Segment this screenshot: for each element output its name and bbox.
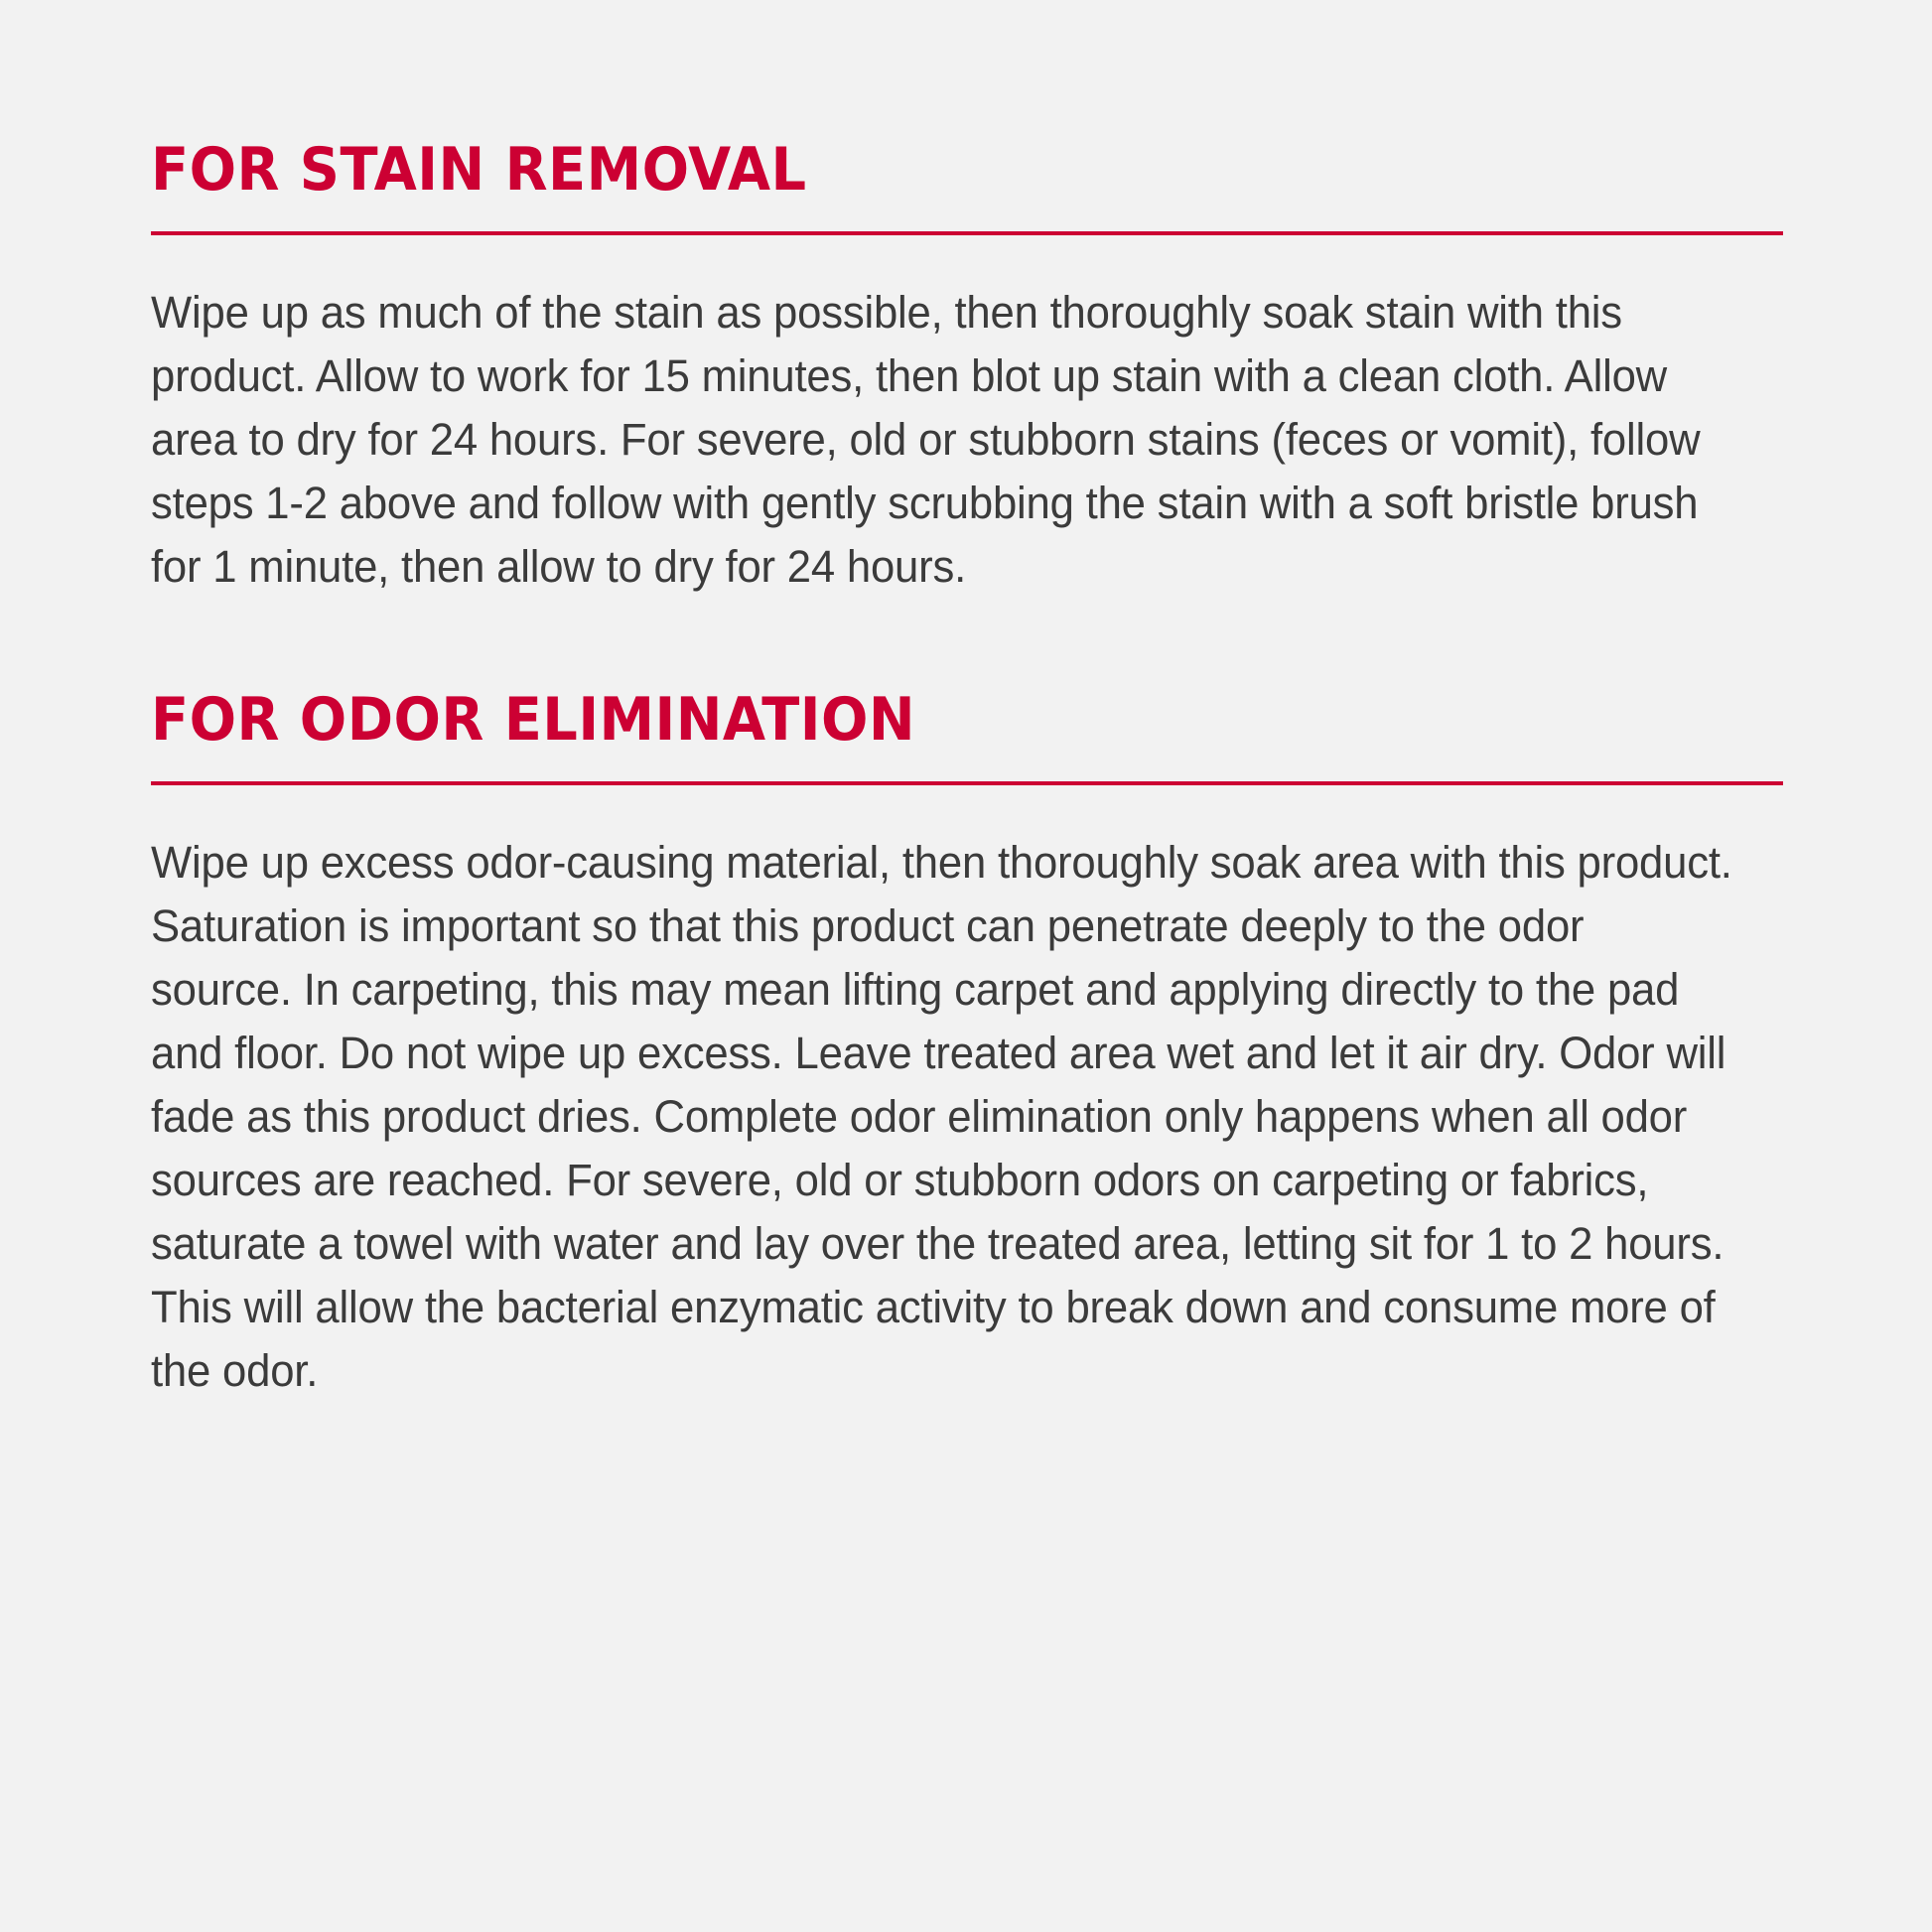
stain-removal-body: Wipe up as much of the stain as possible, then thoroughly soak stain with this product. Allow to work for 15 minutes, then blot up stain with a clean cloth. Allow area to dry for 24 hours. For severe, old or stubborn stains (feces or vomit), follow steps 1-2 above and follow with gently scrubbing the stain with a soft bristle brush for 1 minute, then allow to dry for 24 hours. xyxy=(151,287,1701,592)
section-stain-removal xyxy=(151,135,1783,598)
stain-removal-divider xyxy=(151,231,1783,235)
odor-elimination-divider xyxy=(151,781,1783,785)
section-odor-elimination xyxy=(151,685,1783,1402)
odor-elimination-body: Wipe up excess odor-causing material, then thoroughly soak area with this product. Saturation is important so that this product can penetrate deeply to the odor source. In carpeting, this may mean lifting carpet and applying directly to the pad and floor. Do not wipe up excess. Leave treated area wet and let it air dry. Odor will fade as this product dries. Complete odor elimination only happens when all odor sources are reached. For severe, old or stubborn odors on carpeting or fabrics, saturate a towel with water and lay over the treated area, letting sit for 1 to 2 hours. This will allow the bacterial enzymatic activity to break down and consume more of the odor. xyxy=(151,837,1732,1396)
odor-elimination-heading: FOR ODOR ELIMINATION xyxy=(151,685,916,756)
stain-removal-heading: FOR STAIN REMOVAL xyxy=(151,135,807,205)
